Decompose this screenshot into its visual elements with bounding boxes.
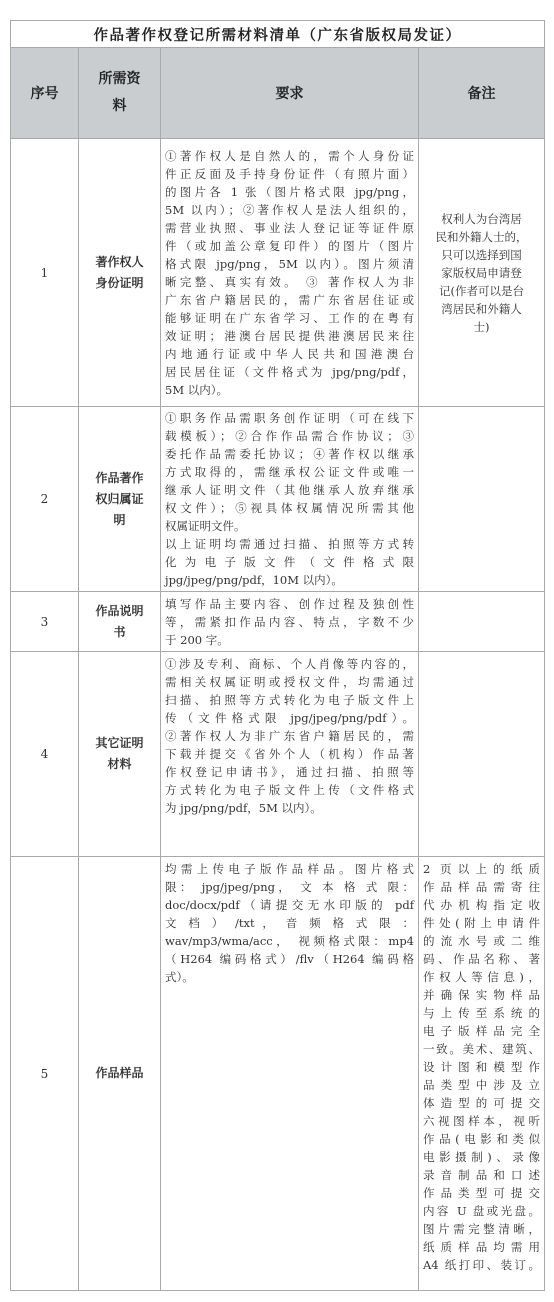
note-line: 六视图样本，视听 bbox=[423, 1114, 540, 1128]
row-material bbox=[79, 139, 161, 407]
req-line: ①职务作品需职务创作证明（可在线下 bbox=[165, 411, 414, 425]
row-material bbox=[79, 857, 161, 1291]
note-line: 件处(附上申请件 bbox=[423, 916, 540, 930]
note-line: 内容 U 盘或光盘。 bbox=[423, 1204, 540, 1218]
req-line: 式）。 bbox=[165, 970, 194, 984]
row-material-line: 著作权人 bbox=[95, 254, 144, 269]
req-line: 5M 以内）；②著作权人是法人组织的， bbox=[165, 202, 414, 217]
req-line: 扫描、拍照等方式转化为电子版文件上 bbox=[165, 693, 414, 707]
row-note bbox=[419, 139, 545, 407]
note-line: 民和外籍人士的， bbox=[435, 229, 528, 244]
req-line: 5M 以内）。 bbox=[165, 382, 228, 397]
row-requirement bbox=[161, 139, 419, 407]
row-seq: 5 bbox=[11, 857, 79, 1291]
header-row bbox=[11, 48, 545, 139]
row-seq: 2 bbox=[11, 407, 79, 592]
note-line: 2 页以上的纸质 bbox=[423, 862, 540, 876]
row-note bbox=[419, 652, 545, 857]
note-line: 体造型的可提交 bbox=[423, 1096, 540, 1110]
req-line: 以上证明均需通过扫描、拍照等方式转 bbox=[165, 537, 414, 551]
req-line: 委托作品需委托协议；④著作权以继承 bbox=[165, 447, 414, 461]
req-line: 居民居住证（文件格式为 jpg/png/pdf， bbox=[165, 364, 414, 379]
note-line: 权利人为台湾居 bbox=[441, 211, 522, 226]
table-row bbox=[11, 857, 545, 1291]
req-line: 件（或加盖公章复印件）的图片（图片 bbox=[165, 238, 414, 253]
req-line: 晰完整、真实有效。 ③ 著作权人为非 bbox=[165, 274, 414, 289]
req-line: 件正反面及手持身份证件（有照片面） bbox=[165, 166, 414, 181]
req-line: 内地通行证或中华人民共和国港澳台 bbox=[165, 346, 414, 361]
note-line: 作品样品需寄往 bbox=[423, 880, 540, 894]
row-material-line: 权归属证 bbox=[95, 491, 144, 506]
req-line: 等，需紧扣作品内容、特点，字数不少 bbox=[165, 614, 414, 629]
req-line: 化 为 电 子 版 文 件 （ 文 件 格 式 限 bbox=[165, 555, 414, 569]
header-material-line1: 所需资 bbox=[98, 71, 141, 87]
note-line: 电子版样品完全 bbox=[423, 1024, 540, 1038]
req-line: ①著作权人是自然人的，需个人身份证 bbox=[165, 148, 414, 163]
req-line: 作权登记申请书》，通过扫描、拍照等 bbox=[165, 765, 414, 779]
note-line: 记(作者可以是台 bbox=[439, 283, 524, 298]
req-line: 下载并提交《省外个人（机构）作品著 bbox=[165, 747, 414, 761]
header-material-line2: 料 bbox=[112, 98, 127, 114]
req-line: 需营业执照、事业法人登记证等证件原 bbox=[165, 220, 414, 235]
req-line: 均需上传电子版作品样品。图片格式 bbox=[165, 862, 414, 876]
req-line: 方式取得的，需继承权公证文件或唯一 bbox=[165, 465, 414, 479]
row-material-line: 身份证明 bbox=[95, 275, 144, 290]
note-line: 纸质样品均需用 bbox=[423, 1240, 540, 1254]
note-line: 与上传至系统的 bbox=[423, 1006, 540, 1020]
row-requirement bbox=[161, 857, 419, 1291]
req-line: 效证明；港澳台居民提供港澳居民来往 bbox=[165, 328, 414, 343]
row-material-line: 作品样品 bbox=[95, 1066, 144, 1080]
header-requirement: 要求 bbox=[161, 48, 419, 139]
row-material-line: 作品说明 bbox=[95, 603, 144, 618]
row-note bbox=[419, 407, 545, 592]
req-line: 需相关权属证明或授权文件，均需通过 bbox=[165, 675, 414, 689]
req-line: 的图片各 1 张（图片格式限 jpg/png， bbox=[165, 184, 414, 199]
table-row bbox=[11, 407, 545, 592]
row-material bbox=[79, 592, 161, 652]
note-line: 品类型中涉及立 bbox=[423, 1078, 540, 1092]
req-line: 文 档 ） /txt ， 音 频 格 式 限 ： bbox=[165, 916, 414, 930]
row-material-line: 其它证明 bbox=[95, 736, 144, 750]
note-line: 只可以选择到国 bbox=[441, 247, 522, 262]
note-line: 电影摄制)、录像 bbox=[423, 1150, 540, 1164]
req-line: doc/docx/pdf（请提交无水印版的 pdf bbox=[165, 898, 414, 912]
note-line: 家版权局申请登 bbox=[441, 265, 522, 280]
note-line: 图片需完整清晰， bbox=[423, 1222, 540, 1236]
note-line: 代办机构指定收 bbox=[423, 898, 540, 912]
req-line: ②著作权人为非广东省户籍居民的，需 bbox=[165, 729, 414, 743]
row-requirement bbox=[161, 652, 419, 857]
req-line: wav/mp3/wma/acc， 视频格式限：mp4 bbox=[165, 934, 414, 948]
table-row bbox=[11, 592, 545, 652]
row-seq: 3 bbox=[11, 592, 79, 652]
req-line: 权文件）；⑤视具体权属情况所需其他 bbox=[165, 501, 414, 515]
row-material-line: 书 bbox=[113, 624, 126, 639]
note-line: 作品类型可提交 bbox=[423, 1186, 540, 1200]
req-line: 继承人证明文件（其他继承人放弃继承 bbox=[165, 483, 414, 497]
table-title: 作品著作权登记所需材料清单（广东省版权局发证） bbox=[11, 21, 545, 48]
header-seq: 序号 bbox=[11, 48, 79, 139]
note-line: 码、作品名称、著 bbox=[423, 952, 540, 966]
req-line: 权属证明文件。 bbox=[165, 519, 246, 533]
note-line: 一致。美术、建筑、 bbox=[423, 1042, 540, 1056]
row-seq: 1 bbox=[11, 139, 79, 407]
note-line: 湾居民和外籍人 bbox=[441, 301, 522, 316]
table-row bbox=[11, 139, 545, 407]
req-line: 传（文件格式限 jpg/jpeg/png/pdf）。 bbox=[165, 711, 414, 725]
row-material-line: 材料 bbox=[107, 757, 132, 771]
row-material-line: 明 bbox=[113, 512, 126, 527]
row-seq: 4 bbox=[11, 652, 79, 857]
row-requirement bbox=[161, 407, 419, 592]
row-requirement bbox=[161, 592, 419, 652]
req-line: 载模板）；②合作作品需合作协议；③ bbox=[165, 429, 414, 443]
row-material bbox=[79, 652, 161, 857]
row-material-line: 作品著作 bbox=[95, 470, 144, 485]
row-note bbox=[419, 857, 545, 1291]
table-row bbox=[11, 652, 545, 857]
req-line: jpg/jpeg/png/pdf，10M 以内）。 bbox=[165, 573, 343, 587]
header-note: 备注 bbox=[419, 48, 545, 139]
note-line: 作品(电影和类似 bbox=[423, 1132, 540, 1146]
note-line: 的流水号或二维 bbox=[423, 934, 540, 948]
note-line: 并确保实物样品 bbox=[423, 988, 540, 1002]
note-line: 录音制品和口述 bbox=[423, 1168, 540, 1182]
row-note bbox=[419, 592, 545, 652]
req-line: 广东省户籍居民的，需广东省居住证或 bbox=[165, 292, 414, 307]
req-line: （H264 编码格式）/flv（H264 编码格 bbox=[165, 952, 414, 966]
note-line: 作权人等信息)， bbox=[423, 970, 540, 984]
req-line: 填写作品主要内容、创作过程及独创性 bbox=[165, 596, 414, 611]
req-line: 方式转化为电子版文件上传（文件格式 bbox=[165, 783, 414, 797]
req-line: 为 jpg/png/pdf，5M 以内）。 bbox=[165, 801, 322, 815]
req-line: 格式限 jpg/png，5M 以内）。图片须清 bbox=[165, 256, 414, 271]
note-line: A4 纸打印、装订。 bbox=[423, 1258, 540, 1272]
req-line: 限： jpg/jpeg/png， 文 本 格 式 限： bbox=[165, 880, 414, 894]
req-line: 能够证明在广东省学习、工作的在粤有 bbox=[165, 310, 414, 325]
note-line: 设计图和模型作 bbox=[423, 1060, 540, 1074]
row-material bbox=[79, 407, 161, 592]
note-line: 士) bbox=[473, 319, 490, 334]
req-line: ①涉及专利、商标、个人肖像等内容的， bbox=[165, 657, 414, 671]
header-material bbox=[79, 48, 161, 139]
req-line: 于 200 字。 bbox=[165, 632, 229, 647]
materials-table bbox=[10, 20, 545, 1291]
